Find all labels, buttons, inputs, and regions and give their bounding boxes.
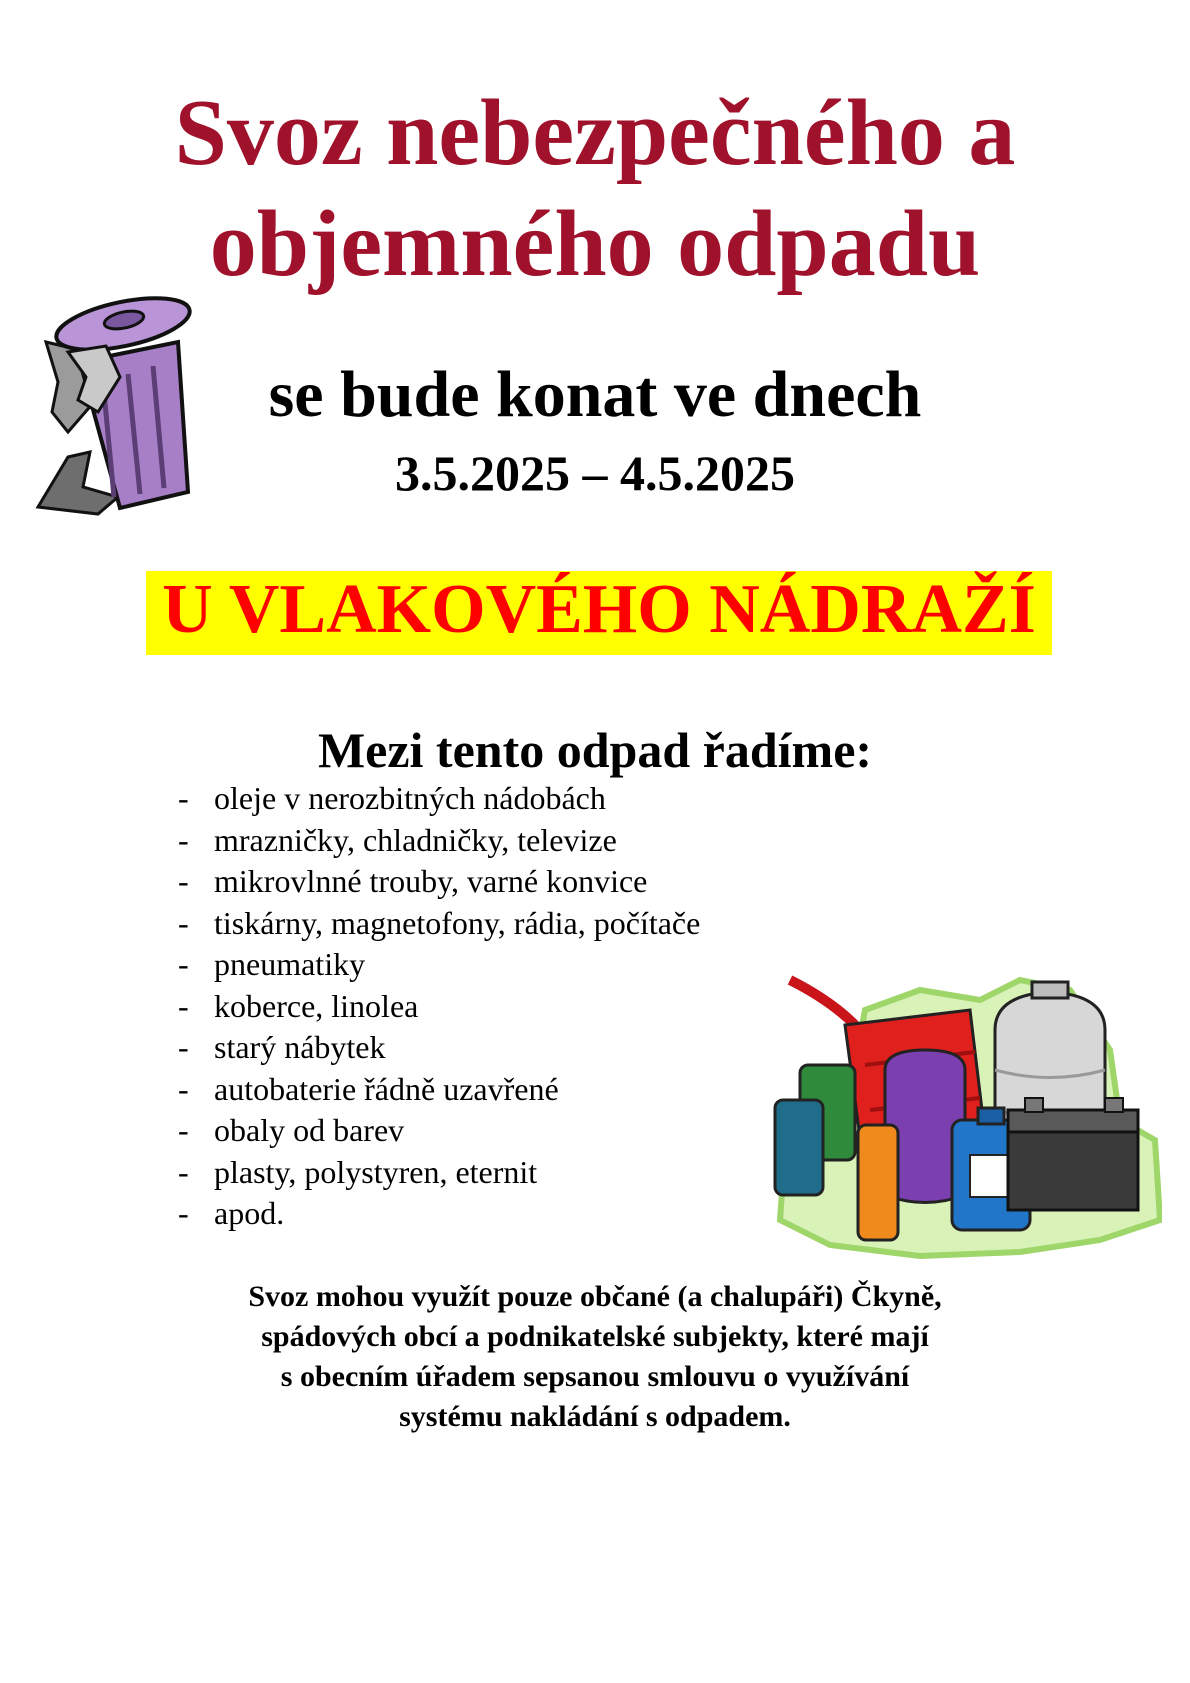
list-item-text: apod. xyxy=(214,1195,285,1231)
list-item-text: koberce, linolea xyxy=(214,987,419,1024)
list-item-text: plasty, polystyren, eternit xyxy=(214,1153,538,1190)
list-item xyxy=(178,820,700,862)
waste-list xyxy=(178,778,700,1235)
list-bullet: - xyxy=(178,1195,189,1231)
subtitle: se bude konat ve dnech xyxy=(268,358,922,431)
list-item xyxy=(178,986,700,1028)
list-bullet: - xyxy=(178,1029,189,1065)
list-item xyxy=(178,778,700,820)
list-item-text: obaly od barev xyxy=(214,1112,405,1148)
list-item-text: starý nábytek xyxy=(214,1029,386,1065)
list-item-text: pneumatiky xyxy=(214,946,366,982)
list-item xyxy=(178,1152,700,1194)
list-item-text: autobaterie řádně uzavřené xyxy=(214,1070,559,1107)
list-bullet: - xyxy=(178,1153,189,1190)
list-item xyxy=(178,944,700,986)
list-heading: Mezi tento odpad řadíme: xyxy=(317,722,873,778)
notice-line: s obecním úřadem sepsanou smlouvu o využívání xyxy=(280,1360,910,1393)
list-item xyxy=(178,1069,700,1111)
list-item xyxy=(178,903,700,945)
list-bullet: - xyxy=(178,946,189,982)
title-line-1: Svoz nebezpečného a xyxy=(174,81,1016,185)
list-item xyxy=(178,1110,700,1152)
location-highlight xyxy=(146,571,1052,655)
list-bullet: - xyxy=(178,863,189,899)
list-bullet: - xyxy=(178,904,189,941)
list-bullet: - xyxy=(178,987,189,1024)
notice-line: spádových obcí a podnikatelské subjekty, které mají xyxy=(261,1320,929,1353)
hazardous-containers-icon xyxy=(770,970,1162,1260)
list-bullet: - xyxy=(178,1070,189,1107)
notice-line: Svoz mohou využít pouze občané (a chalupáři) Čkyně, xyxy=(248,1280,942,1313)
location-text: U VLAKOVÉHO NÁDRAŽÍ xyxy=(162,571,1036,648)
notice-paragraph xyxy=(0,1277,1190,1437)
notice-line: systému nakládání s odpadem. xyxy=(399,1400,791,1433)
list-item xyxy=(178,861,700,903)
list-item-text: tiskárny, magnetofony, rádia, počítače xyxy=(214,904,701,941)
list-bullet: - xyxy=(178,1112,189,1148)
date-range: 3.5.2025 – 4.5.2025 xyxy=(395,445,795,501)
list-item-text: mikrovlnné trouby, varné konvice xyxy=(214,863,648,899)
list-item xyxy=(178,1193,700,1235)
list-bullet: - xyxy=(178,780,189,816)
list-item-text: mrazničky, chladničky, televize xyxy=(214,821,617,858)
title-line-2: objemného odpadu xyxy=(209,192,981,296)
list-item-text: oleje v nerozbitných nádobách xyxy=(214,780,606,816)
list-item xyxy=(178,1027,700,1069)
list-bullet: - xyxy=(178,821,189,858)
